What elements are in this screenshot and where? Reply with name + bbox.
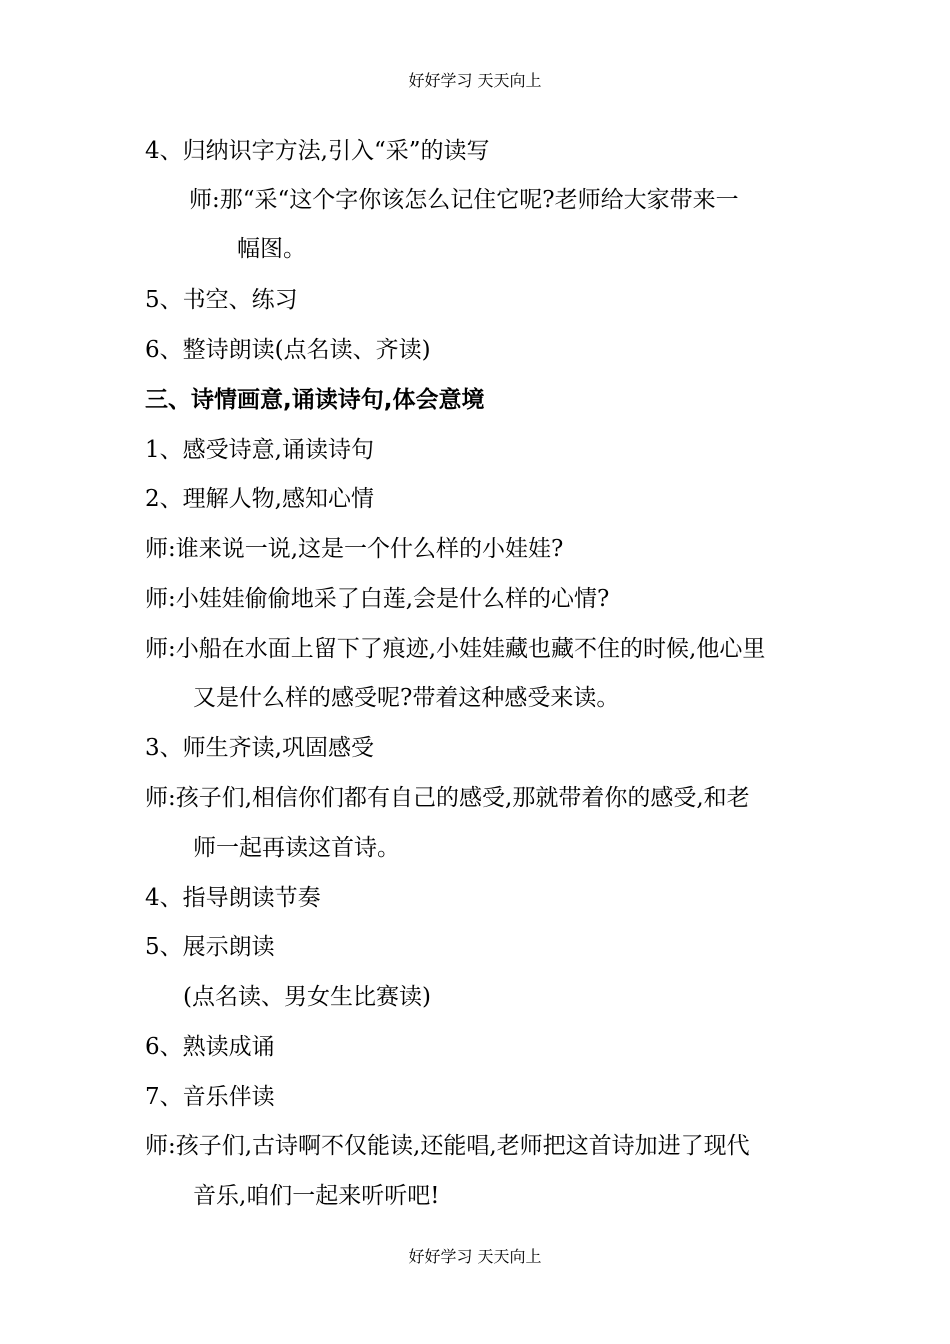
text-line: 师:孩子们,古诗啊不仅能读,还能唱,老师把这首诗加进了现代 (145, 1133, 750, 1159)
text-line: 又是什么样的感受呢?带着这种感受来读。 (193, 685, 620, 711)
text-line: 6、熟读成诵 (145, 1034, 275, 1060)
text-line: 7、音乐伴读 (145, 1084, 275, 1110)
section-heading: 三、诗情画意,诵读诗句,体会意境 (145, 387, 485, 413)
text-line: 音乐,咱们一起来听听吧! (193, 1183, 440, 1209)
text-line: 师:小娃娃偷偷地采了白莲,会是什么样的心情? (145, 586, 610, 612)
text-line: 师一起再读这首诗。 (193, 835, 400, 861)
page-footer: 好好学习 天天向上 (408, 1247, 542, 1266)
text-line: 4、归纳识字方法,引入“采”的读写 (145, 138, 490, 164)
text-line: 4、指导朗读节奏 (145, 885, 321, 911)
text-line: 师:小船在水面上留下了痕迹,小娃娃藏也藏不住的时候,他心里 (145, 636, 766, 662)
text-line: (点名读、男女生比赛读) (183, 984, 431, 1010)
text-line: 6、整诗朗读(点名读、齐读) (145, 337, 431, 363)
text-line: 师:孩子们,相信你们都有自己的感受,那就带着你的感受,和老 (145, 785, 750, 811)
text-line: 3、师生齐读,巩固感受 (145, 735, 374, 761)
text-line: 5、展示朗读 (145, 934, 275, 960)
text-line: 师:谁来说一说,这是一个什么样的小娃娃? (145, 536, 564, 562)
text-line: 5、书空、练习 (145, 287, 298, 313)
text-line: 2、理解人物,感知心情 (145, 486, 374, 512)
page-header: 好好学习 天天向上 (408, 71, 542, 90)
text-line: 幅图。 (237, 236, 306, 262)
text-line: 师:那“采“这个字你该怎么记住它呢?老师给大家带来一 (189, 187, 739, 213)
text-line: 1、感受诗意,诵读诗句 (145, 437, 374, 463)
